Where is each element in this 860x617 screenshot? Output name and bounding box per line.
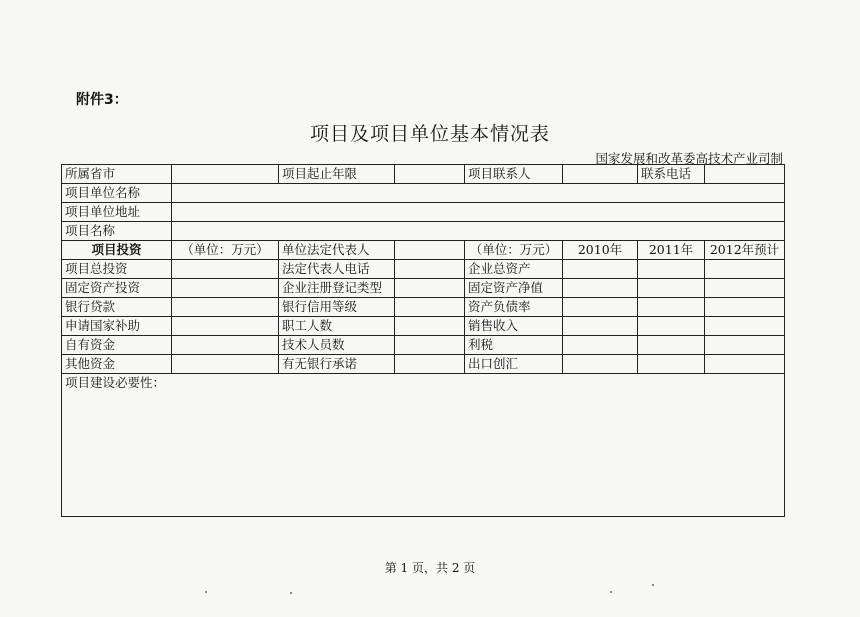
invest-value[interactable]	[172, 260, 279, 279]
investment-label: 项目投资	[62, 241, 172, 260]
table-row	[62, 355, 785, 374]
company-label: 银行信用等级	[279, 298, 395, 317]
finance-2011-value[interactable]	[638, 355, 705, 374]
finance-2011-value[interactable]	[638, 298, 705, 317]
legal-rep-value[interactable]	[395, 241, 465, 260]
finance-2010-value[interactable]	[563, 317, 638, 336]
unit-address-value[interactable]	[172, 203, 785, 222]
necessity-label: 项目建设必要性：	[65, 375, 166, 390]
finance-2012-value[interactable]	[705, 260, 785, 279]
invest-value[interactable]	[172, 336, 279, 355]
contact-label: 项目联系人	[465, 165, 563, 184]
project-name-value[interactable]	[172, 222, 785, 241]
finance-2010-value[interactable]	[563, 260, 638, 279]
scan-speck	[610, 591, 612, 593]
invest-value[interactable]	[172, 355, 279, 374]
unit-name-row	[62, 184, 785, 203]
finance-2010-value[interactable]	[563, 336, 638, 355]
finance-2011-value[interactable]	[638, 260, 705, 279]
finance-label: 固定资产净值	[465, 279, 563, 298]
company-value[interactable]	[395, 336, 465, 355]
unit-address-label: 项目单位地址	[62, 203, 172, 222]
finance-2012-value[interactable]	[705, 317, 785, 336]
province-label: 所属省市	[62, 165, 172, 184]
issuer-note: 国家发展和改革委高技术产业司制	[595, 151, 783, 166]
scan-speck	[290, 592, 292, 594]
finance-unit-right: （单位：万元）	[465, 241, 563, 260]
page-footer: 第 1 页，共 2 页	[384, 561, 476, 575]
finance-label: 资产负债率	[465, 298, 563, 317]
project-name-label: 项目名称	[62, 222, 172, 241]
finance-2010-value[interactable]	[563, 298, 638, 317]
unit-address-row	[62, 203, 785, 222]
finance-2010-value[interactable]	[563, 279, 638, 298]
invest-value[interactable]	[172, 298, 279, 317]
scan-speck	[652, 584, 654, 586]
invest-label: 自有资金	[62, 336, 172, 355]
scan-speck	[205, 591, 207, 593]
finance-2011-value[interactable]	[638, 317, 705, 336]
attachment-label: 附件3：	[76, 92, 128, 108]
finance-2010-value[interactable]	[563, 355, 638, 374]
period-value[interactable]	[395, 165, 465, 184]
necessity-row	[62, 374, 785, 517]
company-value[interactable]	[395, 260, 465, 279]
company-label: 企业注册登记类型	[279, 279, 395, 298]
invest-value[interactable]	[172, 279, 279, 298]
year-2010-header: 2010年	[563, 241, 638, 260]
table-row	[62, 260, 785, 279]
finance-2012-value[interactable]	[705, 336, 785, 355]
province-value[interactable]	[172, 165, 279, 184]
invest-value[interactable]	[172, 317, 279, 336]
form-title: 项目及项目单位基本情况表	[309, 123, 550, 145]
unit-name-label: 项目单位名称	[62, 184, 172, 203]
project-info-table	[61, 164, 785, 517]
company-value[interactable]	[395, 355, 465, 374]
header-row	[62, 165, 785, 184]
finance-2012-value[interactable]	[705, 355, 785, 374]
table-row	[62, 298, 785, 317]
table-row	[62, 336, 785, 355]
company-value[interactable]	[395, 317, 465, 336]
finance-label: 销售收入	[465, 317, 563, 336]
year-2012-header: 2012年预计	[705, 241, 785, 260]
phone-value[interactable]	[705, 165, 785, 184]
company-label: 技术人员数	[279, 336, 395, 355]
table-row	[62, 317, 785, 336]
finance-2012-value[interactable]	[705, 298, 785, 317]
legal-rep-label: 单位法定代表人	[279, 241, 395, 260]
finance-2012-value[interactable]	[705, 279, 785, 298]
project-name-row	[62, 222, 785, 241]
finance-label: 利税	[465, 336, 563, 355]
company-label: 有无银行承诺	[279, 355, 395, 374]
finance-label: 出口创汇	[465, 355, 563, 374]
company-label: 法定代表人电话	[279, 260, 395, 279]
invest-label: 固定资产投资	[62, 279, 172, 298]
finance-2011-value[interactable]	[638, 279, 705, 298]
finance-2011-value[interactable]	[638, 336, 705, 355]
contact-value[interactable]	[563, 165, 638, 184]
invest-label: 其他资金	[62, 355, 172, 374]
table-row	[62, 279, 785, 298]
company-label: 职工人数	[279, 317, 395, 336]
year-2011-header: 2011年	[638, 241, 705, 260]
invest-label: 申请国家补助	[62, 317, 172, 336]
company-value[interactable]	[395, 298, 465, 317]
company-value[interactable]	[395, 279, 465, 298]
period-label: 项目起止年限	[279, 165, 395, 184]
investment-unit-left: （单位：万元）	[172, 241, 279, 260]
invest-label: 项目总投资	[62, 260, 172, 279]
finance-label: 企业总资产	[465, 260, 563, 279]
investment-header-row	[62, 241, 785, 260]
phone-label: 联系电话	[638, 165, 705, 184]
necessity-field[interactable]	[62, 374, 785, 517]
unit-name-value[interactable]	[172, 184, 785, 203]
invest-label: 银行贷款	[62, 298, 172, 317]
